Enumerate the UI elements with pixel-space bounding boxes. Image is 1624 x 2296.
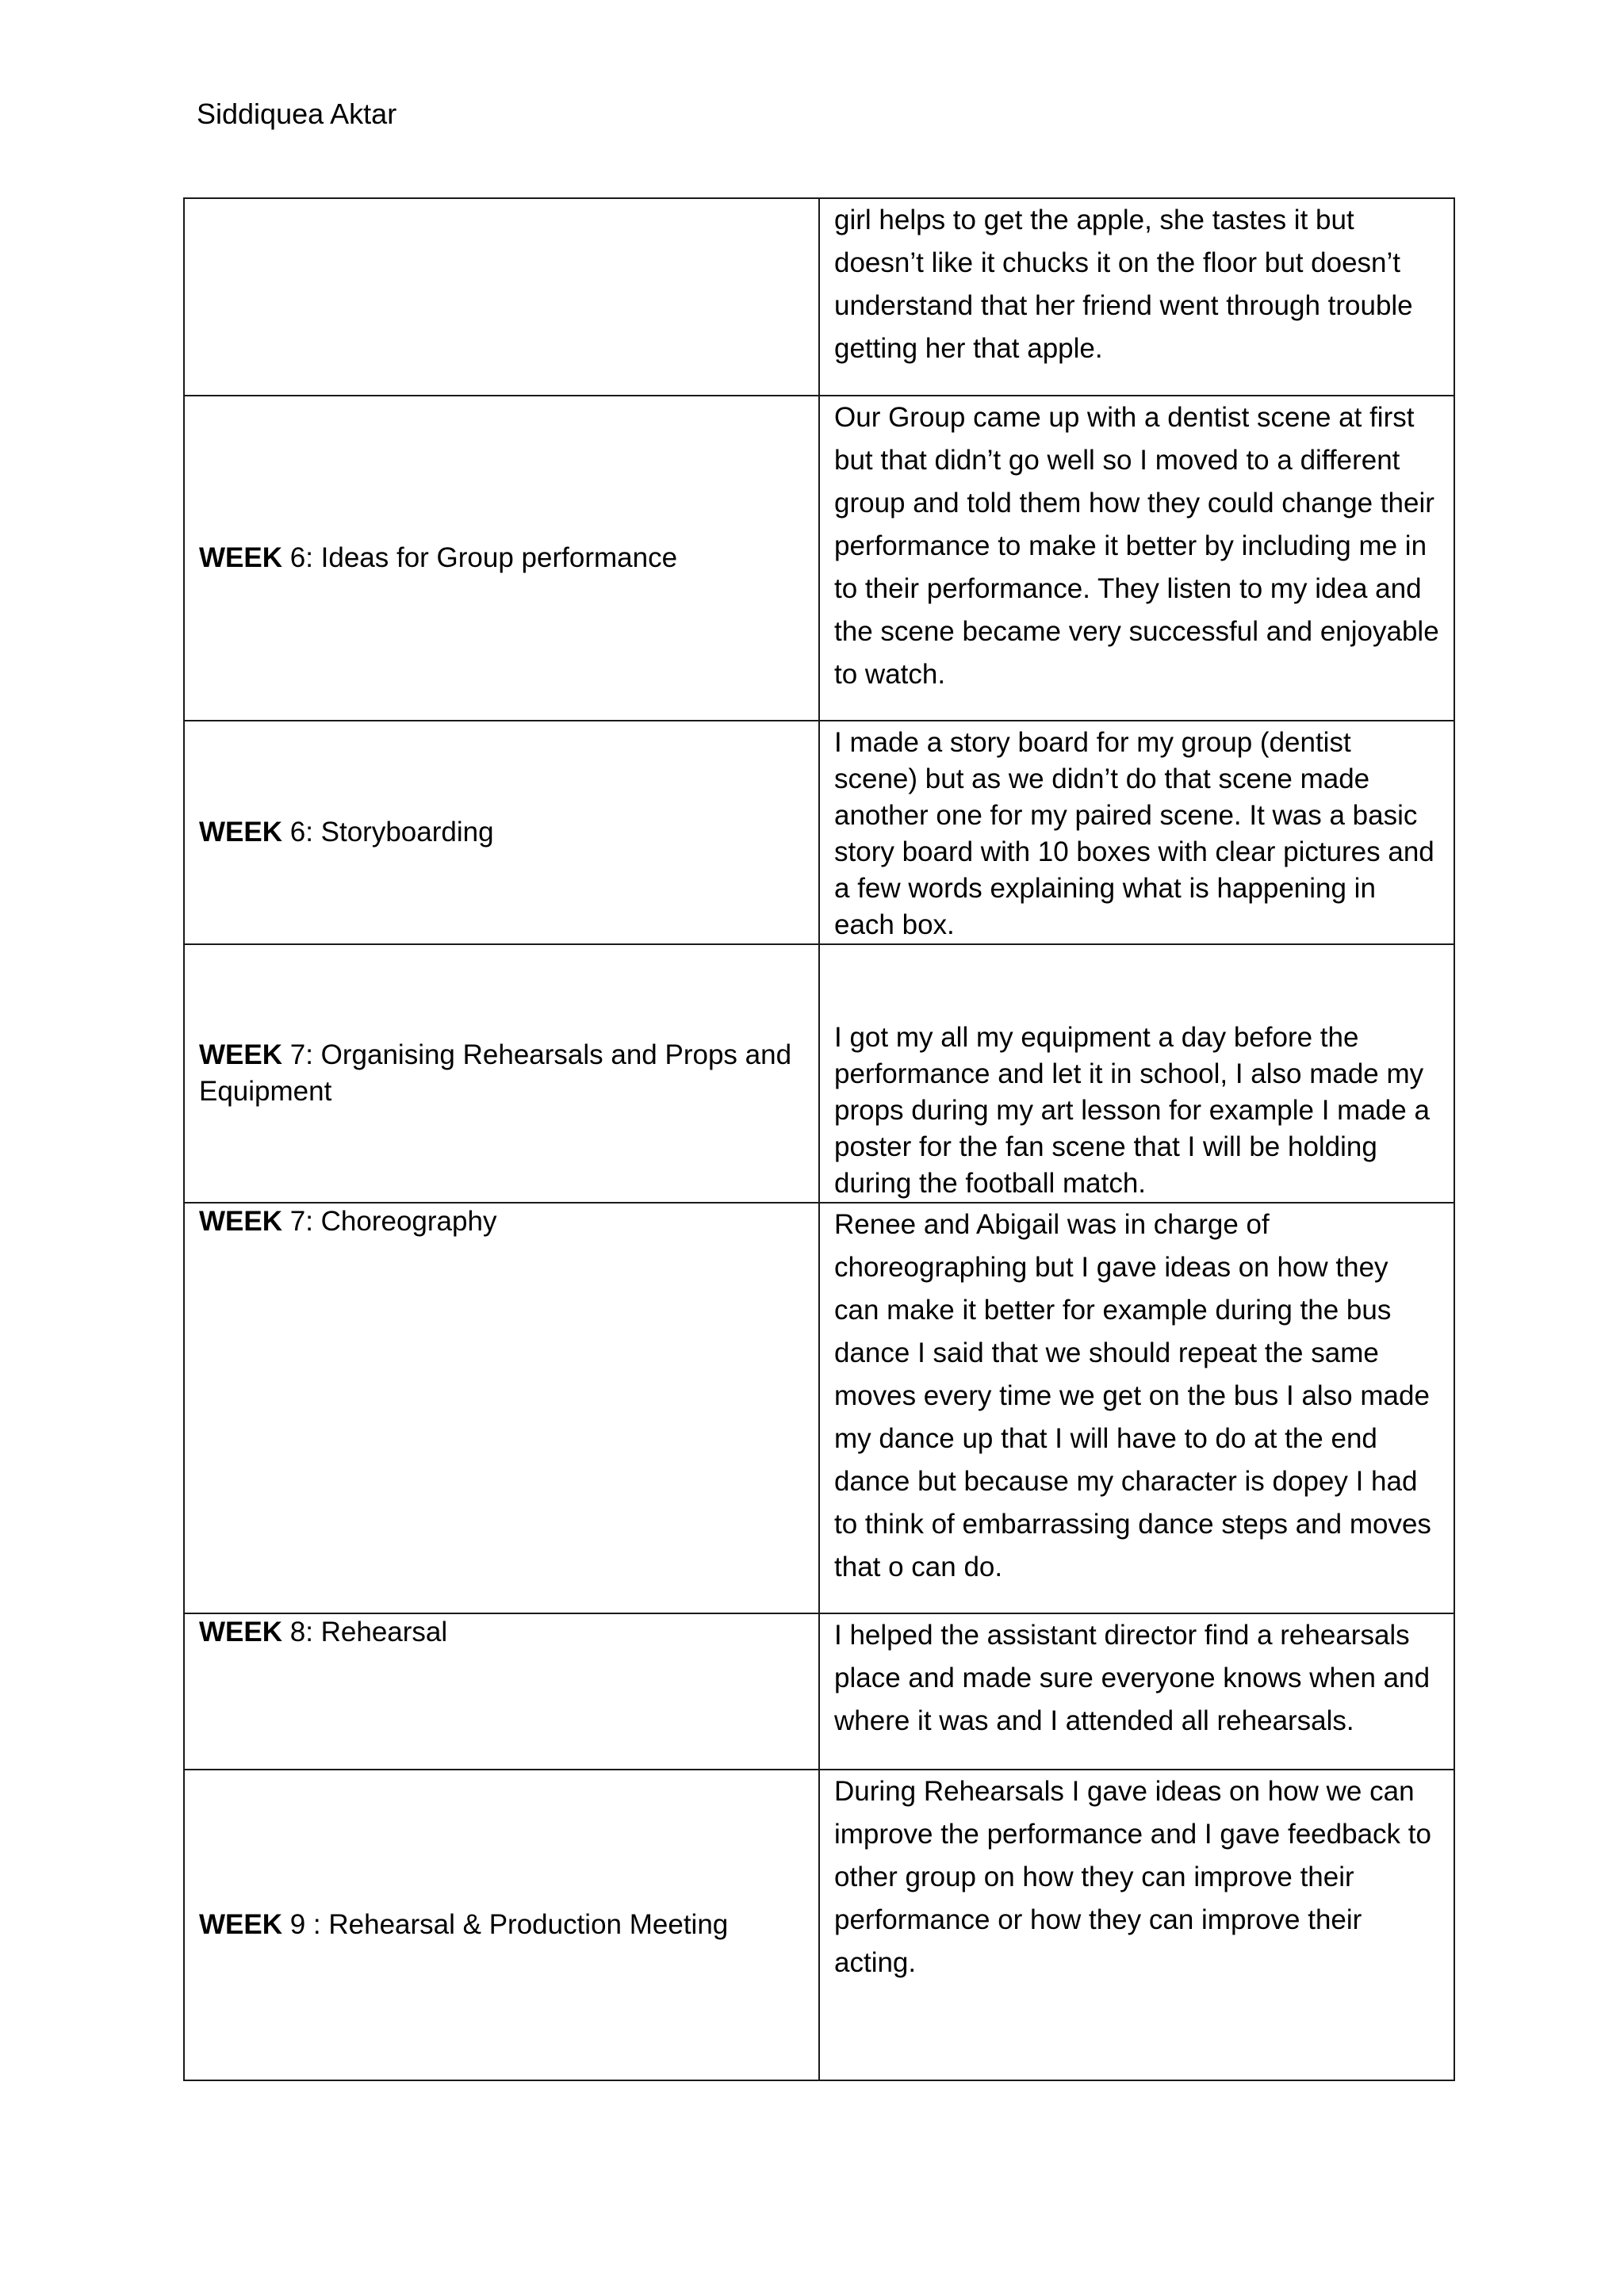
table-row: [184, 721, 1454, 944]
weekly-log-table: [183, 197, 1455, 2081]
table-row: [184, 1613, 1454, 1770]
table-row: [184, 396, 1454, 721]
week-label-title: 9 : Rehearsal & Production Meeting: [282, 1909, 729, 1940]
description-cell: [819, 1770, 1454, 2080]
week-cell: [184, 1613, 819, 1770]
description-cell: [819, 198, 1454, 396]
description-text: girl helps to get the apple, she tastes it but doesn’t like it chucks it on the floor but doesn’t understand that her friend went through trouble getting her that apple.: [834, 205, 1413, 364]
description-text: During Rehearsals I gave ideas on how we can improve the performance and I gave feedback to other group on how they can improve their performance or how they can improve their acting.: [834, 1776, 1431, 1978]
week-cell: [184, 944, 819, 1203]
week-cell: [184, 198, 819, 396]
table-row: [184, 944, 1454, 1203]
description-cell: [819, 396, 1454, 721]
week-cell: [184, 1203, 819, 1613]
week-label-bold: WEEK: [199, 1617, 282, 1647]
week-label-bold: WEEK: [199, 1909, 282, 1940]
week-label-title: 6: Storyboarding: [282, 817, 494, 848]
author-name: Siddiquea Aktar: [197, 98, 397, 130]
description-text: Renee and Abigail was in charge of choreographing but I gave ideas on how they can make it better for example during the bus dance I said that we should repeat the same moves every time we get on the bus I also made my dance up that I will have to do at the end dance but because my character is dopey I had to think of embarrassing dance steps and moves that o can do.: [834, 1209, 1431, 1582]
week-label-bold: WEEK: [199, 1206, 282, 1237]
week-label-bold: WEEK: [199, 1039, 282, 1070]
description-cell: [819, 721, 1454, 944]
week-label-title: 7: Organising Rehearsals and Props and Equipment: [199, 1039, 792, 1107]
week-label-title: 7: Choreography: [282, 1206, 497, 1237]
week-label-title: 6: Ideas for Group performance: [282, 542, 678, 573]
description-cell: [819, 944, 1454, 1203]
description-text: Our Group came up with a dentist scene at first but that didn’t go well so I moved to a different group and told them how they could change their performance to make it better by including me in to their performance. They listen to my idea and the scene became very successful and enjoyable to watch.: [834, 402, 1439, 690]
table-row: [184, 198, 1454, 396]
week-cell: [184, 721, 819, 944]
week-label-bold: WEEK: [199, 817, 282, 848]
table-row: [184, 1203, 1454, 1613]
description-text: I helped the assistant director find a rehearsals place and made sure everyone knows when and where it was and I attended all rehearsals.: [834, 1620, 1431, 1736]
description-text: I made a story board for my group (dentist scene) but as we didn’t do that scene made another one for my paired scene. It was a basic story board with 10 boxes with clear pictures and a few words explaining what is happening in each box.: [834, 727, 1434, 940]
week-cell: [184, 396, 819, 721]
week-label-title: 8: Rehearsal: [282, 1617, 448, 1647]
description-cell: [819, 1613, 1454, 1770]
week-cell: [184, 1770, 819, 2080]
week-label-bold: WEEK: [199, 542, 282, 573]
description-text: I got my all my equipment a day before the performance and let it in school, I also made my props during my art lesson for example I made a poster for the fan scene that I will be holding during the football match.: [834, 1022, 1430, 1199]
table-row: [184, 1770, 1454, 2080]
description-cell: [819, 1203, 1454, 1613]
